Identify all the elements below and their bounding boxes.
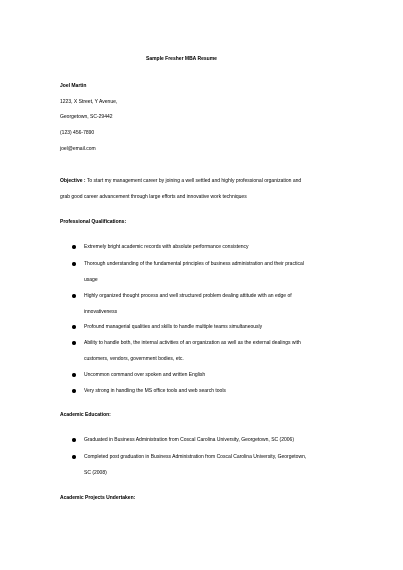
objective-text-1: To start my management career by joining a well settled and highly professional organization and	[86, 178, 302, 184]
objective-line-2: grab good career advancement through large efforts and innovative work techniques	[60, 194, 247, 200]
document-title: Sample Fresher MBA Resume	[146, 56, 217, 62]
qualification-item-6: Uncommon command over spoken and written English	[84, 372, 206, 378]
qualifications-heading: Professional Qualifications:	[60, 219, 127, 225]
bullet-icon	[72, 389, 76, 393]
projects-heading: Academic Projects Undertaken:	[60, 495, 136, 501]
objective-label: Objective :	[60, 178, 86, 184]
qualification-item-1: Extremely bright academic records with absolute performance consistency	[84, 244, 249, 250]
qualification-item-7: Very strong in handling the MS office tools and web search tools	[84, 388, 226, 394]
qualification-item-5: Ability to handle both, the internal activities of an organization as well as the external dealings with	[84, 340, 301, 346]
qualification-item-5-cont: customers, vendors, government bodies, etc.	[84, 356, 184, 362]
email-address: joel@email.com	[60, 146, 96, 152]
bullet-icon	[72, 245, 76, 249]
qualification-item-3: Highly organized thought process and well structured problem dealing attitude with an edge of	[84, 293, 292, 299]
education-item-1: Graduated in Business Administration from Coscal Carolina University, Georgetown, SC (2006)	[84, 437, 294, 443]
phone-number: (123) 456-7890	[60, 130, 95, 136]
qualification-item-2: Thorough understanding of the fundamental principles of business administration and their practical	[84, 261, 304, 267]
qualification-item-4: Profound managerial qualities and skills to handle multiple teams simultaneously	[84, 324, 263, 330]
bullet-icon	[72, 294, 76, 298]
education-item-2-cont: SC (2008)	[84, 470, 107, 476]
education-heading: Academic Education:	[60, 412, 111, 418]
address-line-1: 1223, X Street, Y Avenue,	[60, 99, 118, 105]
address-line-2: Georgetown, SC-29442	[60, 114, 113, 120]
bullet-icon	[72, 262, 76, 266]
bullet-icon	[72, 373, 76, 377]
qualification-item-3-cont: innovativeness	[84, 309, 118, 315]
education-item-2: Completed post graduation in Business Administration from Coscal Carolina University, Georgetown,	[84, 454, 307, 460]
bullet-icon	[72, 341, 76, 345]
contact-name: Joel Martin	[60, 83, 87, 89]
bullet-icon	[72, 438, 76, 442]
bullet-icon	[72, 455, 76, 459]
bullet-icon	[72, 325, 76, 329]
qualification-item-2-cont: usage	[84, 277, 98, 283]
objective-line-1	[60, 179, 301, 184]
